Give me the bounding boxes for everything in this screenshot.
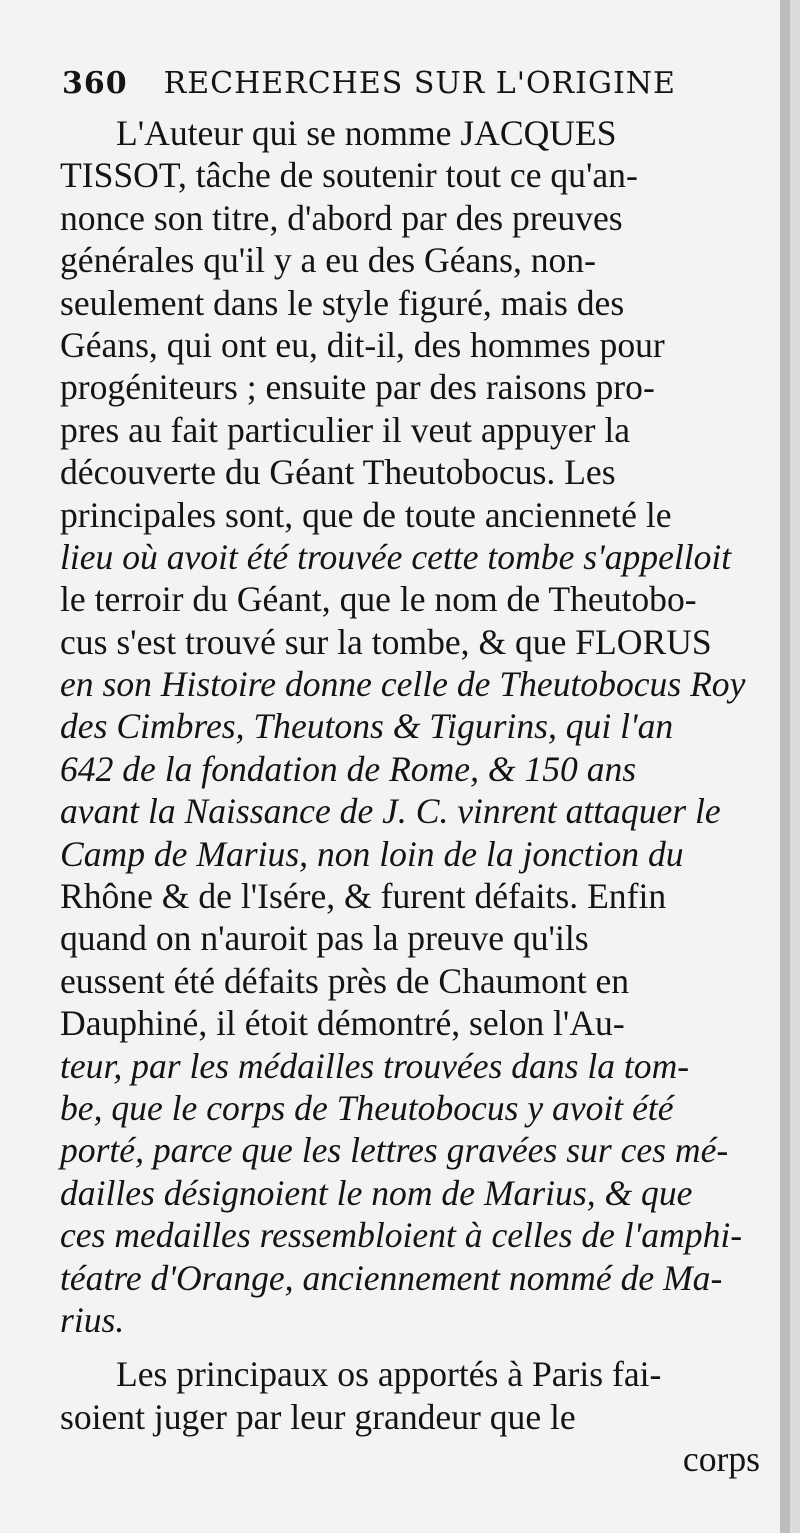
- text-line: découverte du Géant Theutobocus. Les: [60, 452, 616, 493]
- text-line-italic: en son Histoire donne celle de Theutobocus Roy: [60, 664, 746, 705]
- text-line-italic: Camp de Marius, non loin de la jonction du: [60, 833, 684, 874]
- text-line-italic: ces medailles ressembloient à celles de l'amphi-: [60, 1215, 743, 1256]
- text-line: TISSOT, tâche de soutenir tout ce qu'an-: [60, 155, 638, 196]
- text-line: le terroir du Géant, que le nom de Theutobo-: [60, 579, 697, 620]
- text-line: Géans, qui ont eu, dit-il, des hommes pour: [60, 324, 665, 365]
- text-line: Les principaux os apportés à Paris fai-: [116, 1354, 662, 1395]
- text-line-italic: téatre d'Orange, anciennement nommé de Ma-: [60, 1257, 723, 1298]
- text-line: nonce son titre, d'abord par des preuves: [60, 197, 623, 238]
- text-line: principales sont, que de toute ancienneté le: [60, 494, 672, 535]
- text-line-italic: 642 de la fondation de Rome, & 150 ans: [60, 748, 637, 789]
- text-line: progéniteurs ; ensuite par des raisons pro-: [60, 367, 655, 408]
- running-header: [62, 66, 676, 101]
- text-line-italic: lieu où avoit été trouvée cette tombe s'appelloit: [60, 536, 732, 577]
- catchword: corps: [682, 1439, 760, 1480]
- running-title: RECHERCHES SUR L'ORIGINE: [163, 66, 676, 101]
- text-line: L'Auteur qui se nomme JACQUES: [116, 113, 617, 153]
- text-line: Rhône & de l'Isére, & furent défaits. Enfin: [60, 876, 667, 917]
- text-line: quand on n'auroit pas la preuve qu'ils: [60, 918, 589, 959]
- paragraph-gap: [60, 1341, 760, 1353]
- text-line: eussent été défaits près de Chaumont en: [60, 960, 630, 1001]
- text-line-italic: dailles désignoient le nom de Marius, & que: [60, 1172, 693, 1213]
- text-line-italic: avant la Naissance de J. C. vinrent attaquer le: [60, 791, 721, 832]
- text-line: pres au fait particulier il veut appuyer la: [60, 409, 630, 450]
- text-line-italic: porté, parce que les lettres gravées sur ces mé-: [60, 1130, 729, 1171]
- text-line-italic: teur, par les médailles trouvées dans la tom-: [60, 1045, 690, 1086]
- text-line: soient juger par leur grandeur que le: [60, 1396, 576, 1437]
- text-line: générales qu'il y a eu des Géans, non-: [60, 240, 596, 281]
- page-number: 360: [62, 66, 128, 101]
- body-text: [60, 112, 760, 1481]
- text-line-italic: rius.: [60, 1299, 125, 1340]
- text-line-italic: des Cimbres, Theutons & Tigurins, qui l'an: [60, 706, 674, 747]
- text-line: Dauphiné, il étoit démontré, selon l'Au-: [60, 1003, 625, 1044]
- text-line: cus s'est trouvé sur la tombe, & que FLORUS: [60, 621, 712, 662]
- text-line: seulement dans le style figuré, mais des: [60, 282, 625, 323]
- text-line-italic: be, que le corps de Theutobocus y avoit été: [60, 1087, 674, 1128]
